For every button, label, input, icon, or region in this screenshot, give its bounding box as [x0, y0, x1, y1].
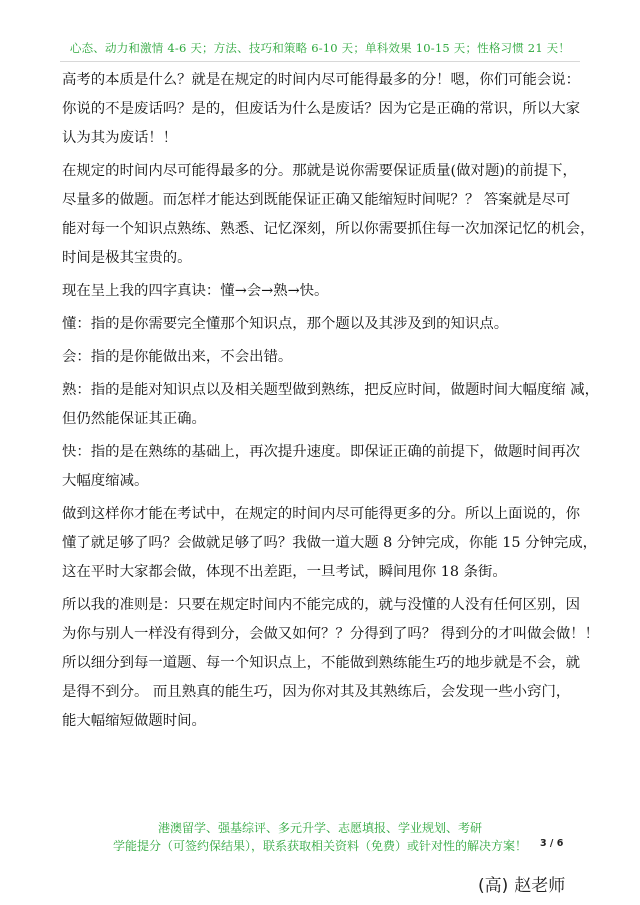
paragraph	[62, 500, 598, 587]
paragraph	[62, 376, 600, 434]
paragraph	[62, 438, 584, 496]
text-line: 为你与别人一样没有得到分，会做又如何？？分得到了吗？ 得到分的才叫做会做！！	[62, 626, 600, 642]
text-line: 懂：指的是你需要完全懂那个知识点，那个题以及其涉及到的知识点。	[62, 316, 509, 332]
document-body	[62, 66, 600, 740]
text-line: 懂了就足够了吗？会做就足够了吗？我做一道大题 8 分钟完成，你能 15 分钟完成，	[62, 535, 598, 551]
text-line: 尽量多的做题。而怎样才能达到既能保证正确又能缩短时间呢？？ 答案就是尽可	[62, 192, 571, 208]
text-line: 会：指的是你能做出来，不会出错。	[62, 349, 293, 365]
page-header: 心态、动力和激情 4-6 天；方法、技巧和策略 6-10 天；单科效果 10-15 天；性格习惯 21 天！	[69, 41, 571, 55]
footer-line-2: 学能提分（可签约保结果），联系获取相关资料（免费）或针对性的解决方案！	[112, 839, 527, 853]
text-line: 你说的不是废话吗？是的，但废话为什么是废话？因为它是正确的常识，所以大家	[62, 101, 581, 117]
text-line: 现在呈上我的四字真诀：懂→会→熟→快。	[62, 283, 329, 299]
page-footer	[0, 819, 640, 855]
text-line: 大幅度缩减。	[62, 473, 149, 489]
paragraph	[62, 310, 584, 339]
text-line: 时间是极其宝贵的。	[62, 250, 192, 266]
paragraph	[62, 157, 595, 273]
footer-line-1: 港澳留学、强基综评、多元升学、志愿填报、学业规划、考研	[157, 821, 482, 835]
paragraph	[62, 343, 584, 372]
header-divider	[60, 61, 580, 62]
text-line: 认为其为废话！！	[62, 130, 178, 146]
text-line: 高考的本质是什么？就是在规定的时间内尽可能得最多的分！嗯，你们可能会说：	[62, 72, 581, 88]
page-number: 3 / 6	[540, 838, 564, 849]
text-line: 能大幅缩短做题时间。	[62, 713, 206, 729]
paragraph	[62, 66, 584, 153]
text-line: 快：指的是在熟练的基础上，再次提升速度。即保证正确的前提下，做题时间再次	[62, 444, 581, 460]
text-line: 熟：指的是能对知识点以及相关题型做到熟练，把反应时间，做题时间大幅度缩 减，	[62, 382, 600, 398]
text-line: 这在平时大家都会做，体现不出差距，一旦考试，瞬间甩你 18 条街。	[62, 564, 507, 580]
text-line: 但仍然能保证其正确。	[62, 411, 206, 427]
text-line: 是得不到分。 而且熟真的能生巧，因为你对其及其熟练后，会发现一些小窍门，	[62, 684, 571, 700]
text-line: 能对每一个知识点熟练、熟悉、记忆深刻，所以你需要抓住每一次加深记忆的机会，	[62, 221, 595, 237]
author-watermark	[478, 868, 565, 898]
watermark-name: 赵老师	[514, 875, 566, 896]
text-line: 所以细分到每一道题、每一个知识点上，不能做到熟练能生巧的地步就是不会，就	[62, 655, 581, 671]
watermark-badge: (高)	[478, 875, 509, 896]
paragraph	[62, 591, 600, 736]
text-line: 在规定的时间内尽可能得最多的分。那就是说你需要保证质量(做对题)的前提下，	[62, 163, 577, 179]
text-line: 所以我的准则是：只要在规定时间内不能完成的，就与没懂的人没有任何区别，因	[62, 597, 581, 613]
paragraph	[62, 277, 584, 306]
text-line: 做到这样你才能在考试中，在规定的时间内尽可能得更多的分。所以上面说的，你	[62, 506, 581, 522]
